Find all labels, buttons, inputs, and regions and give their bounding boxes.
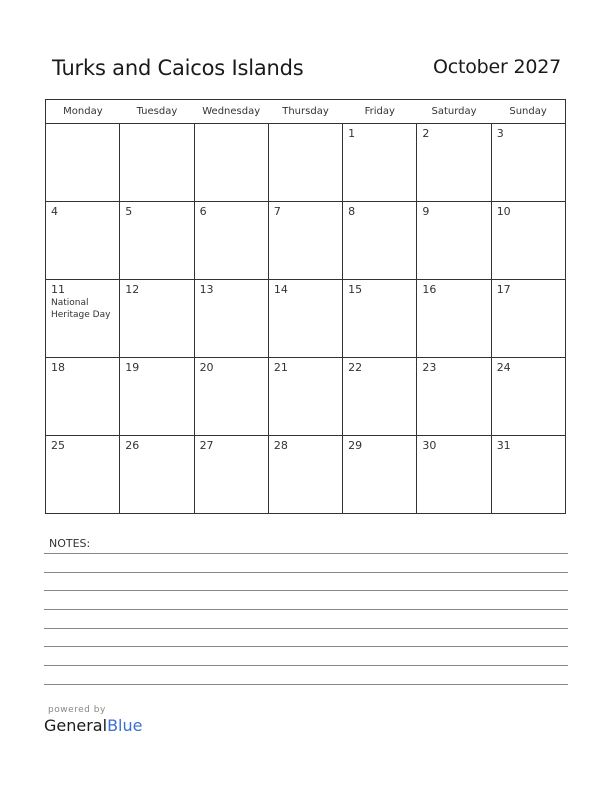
day-number: 5	[125, 205, 133, 218]
day-number: 12	[125, 283, 140, 296]
day-cell	[491, 358, 565, 436]
calendar-country-title: Turks and Caicos Islands	[52, 56, 304, 80]
day-number: 18	[51, 361, 65, 374]
day-cell	[491, 124, 565, 202]
notes-line	[44, 665, 568, 666]
day-number: 29	[348, 439, 363, 452]
holiday-label: National Heritage Day	[51, 298, 111, 320]
day-number: 26	[125, 439, 140, 452]
notes-line	[44, 628, 568, 629]
notes-line	[44, 572, 568, 573]
weekday-header: Sunday	[491, 100, 565, 124]
day-number: 31	[496, 439, 511, 452]
day-number: 4	[51, 205, 58, 218]
day-number: 23	[422, 361, 437, 374]
day-cell	[46, 436, 120, 514]
day-number: 21	[273, 361, 288, 374]
day-number: 3	[496, 127, 504, 140]
day-number: 20	[199, 361, 214, 374]
day-cell	[491, 280, 565, 358]
day-number: 10	[496, 205, 511, 218]
day-cell	[417, 280, 491, 358]
day-number: 13	[199, 283, 214, 296]
logo-text-blue: Blue	[107, 716, 143, 735]
day-cell	[46, 202, 120, 280]
generalblue-logo	[44, 716, 142, 735]
notes-line	[44, 684, 568, 685]
day-cell	[343, 280, 417, 358]
calendar-body	[46, 124, 566, 514]
day-number: 11	[51, 283, 65, 296]
day-cell	[343, 202, 417, 280]
day-number: 28	[273, 439, 288, 452]
day-number: 24	[496, 361, 511, 374]
day-cell	[268, 202, 342, 280]
day-number: 22	[348, 361, 363, 374]
day-cell	[268, 280, 342, 358]
day-cell	[268, 436, 342, 514]
day-number: 8	[348, 205, 356, 218]
calendar-month-title: October 2027	[432, 56, 561, 78]
notes-line	[44, 609, 568, 610]
notes-line	[44, 646, 568, 647]
weekday-header: Thursday	[268, 100, 342, 124]
day-cell	[417, 358, 491, 436]
day-number: 25	[51, 439, 65, 452]
weekday-header: Monday	[46, 100, 120, 124]
day-number: 30	[422, 439, 437, 452]
day-cell	[343, 358, 417, 436]
day-number: 2	[422, 127, 430, 140]
day-cell	[343, 436, 417, 514]
day-cell	[268, 358, 342, 436]
day-cell	[120, 358, 194, 436]
notes-line	[44, 590, 568, 591]
day-cell	[417, 124, 491, 202]
empty-day-cell	[46, 124, 120, 202]
day-cell	[417, 202, 491, 280]
weekday-header: Wednesday	[194, 100, 268, 124]
week-row	[46, 202, 566, 280]
day-cell	[491, 436, 565, 514]
notes-label: NOTES:	[49, 537, 91, 550]
day-cell	[194, 280, 268, 358]
day-cell	[120, 280, 194, 358]
day-cell	[491, 202, 565, 280]
weekday-header-row	[46, 100, 566, 124]
week-row	[46, 124, 566, 202]
notes-line	[44, 553, 568, 554]
weekday-header: Friday	[343, 100, 417, 124]
week-row	[46, 358, 566, 436]
weekday-header: Saturday	[417, 100, 491, 124]
empty-day-cell	[194, 124, 268, 202]
week-row	[46, 280, 566, 358]
day-cell	[120, 202, 194, 280]
day-number: 19	[125, 361, 140, 374]
day-cell	[417, 436, 491, 514]
day-number: 27	[199, 439, 214, 452]
day-cell	[46, 280, 120, 358]
calendar-grid	[45, 99, 566, 514]
powered-by-text: powered by	[48, 705, 106, 715]
day-cell	[194, 436, 268, 514]
day-cell	[120, 436, 194, 514]
day-number: 7	[273, 205, 281, 218]
day-cell	[46, 358, 120, 436]
day-cell	[194, 202, 268, 280]
day-number: 1	[348, 127, 356, 140]
empty-day-cell	[120, 124, 194, 202]
day-number: 15	[348, 283, 363, 296]
day-number: 9	[422, 205, 430, 218]
day-number: 14	[273, 283, 288, 296]
week-row	[46, 436, 566, 514]
logo-text-general: General	[44, 716, 108, 735]
day-number: 16	[422, 283, 437, 296]
day-number: 17	[496, 283, 511, 296]
empty-day-cell	[268, 124, 342, 202]
weekday-header: Tuesday	[120, 100, 194, 124]
day-number: 6	[199, 205, 207, 218]
day-cell	[343, 124, 417, 202]
day-cell	[194, 358, 268, 436]
